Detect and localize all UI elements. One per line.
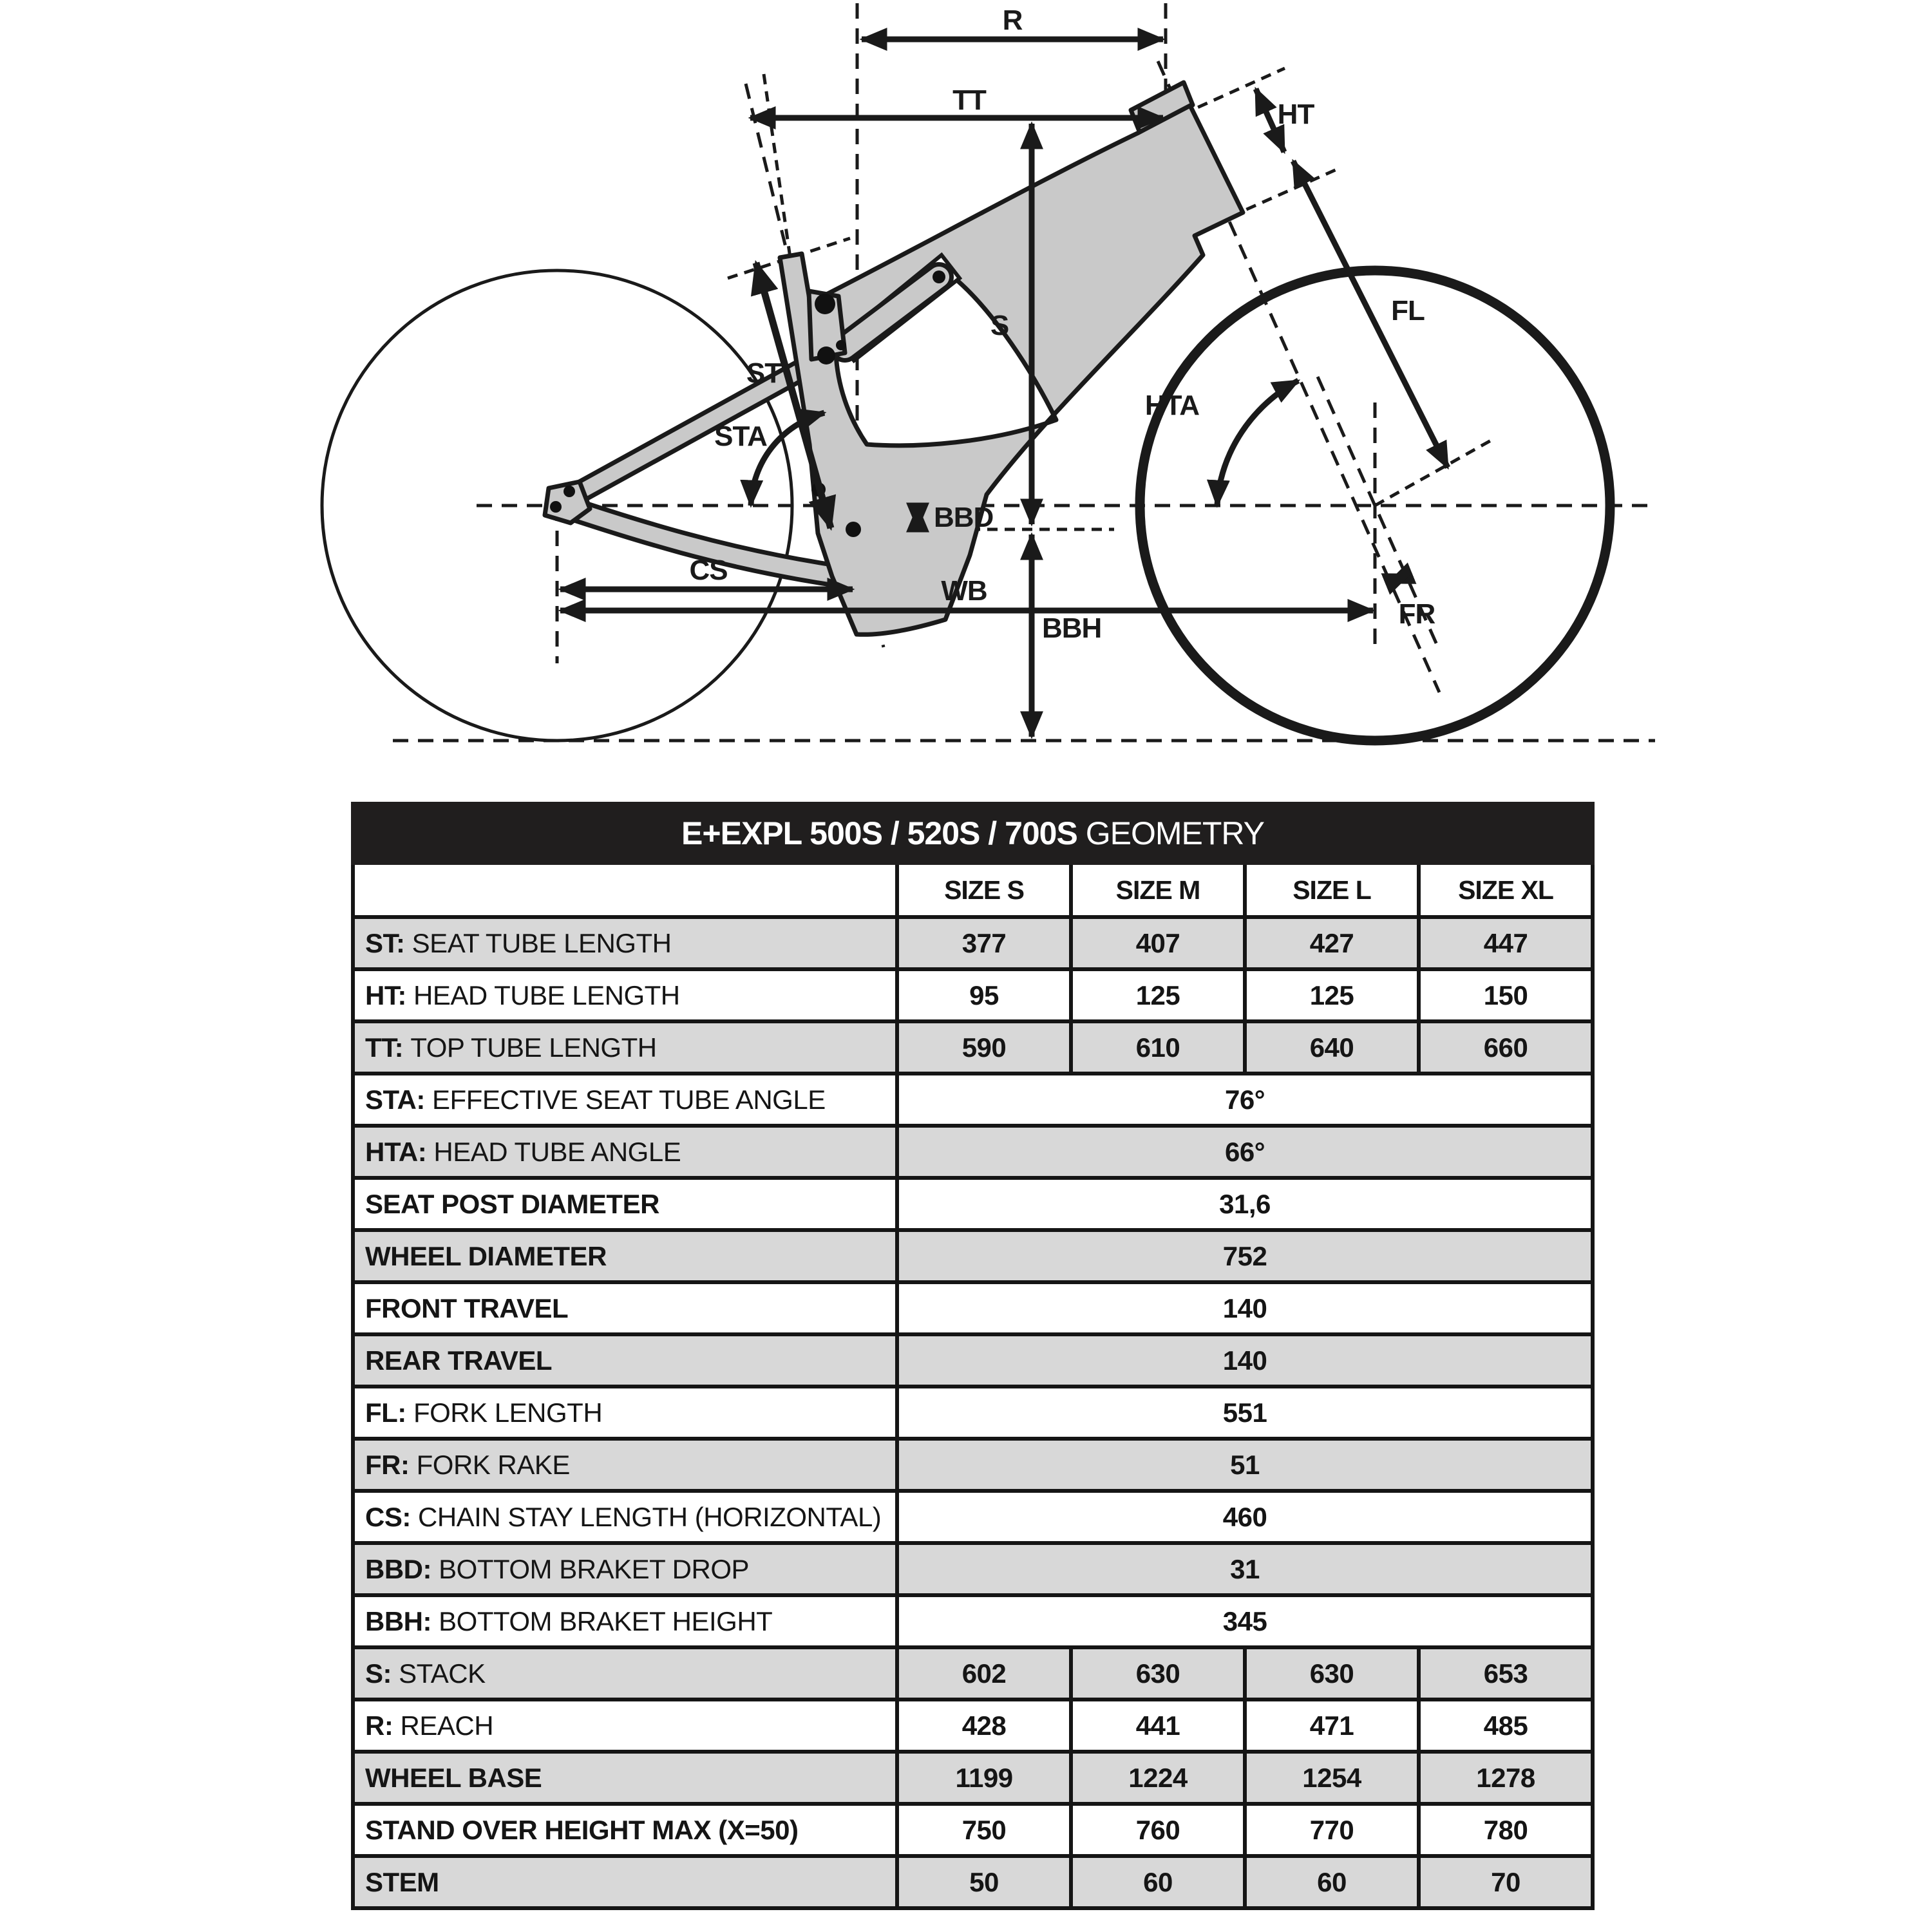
header-size-l: SIZE L bbox=[1245, 863, 1419, 917]
label-ST: ST bbox=[746, 357, 782, 389]
bike-geometry-diagram bbox=[0, 0, 1932, 799]
header-empty bbox=[353, 863, 897, 917]
row-label: CS: CHAIN STAY LENGTH (HORIZONTAL) bbox=[353, 1491, 897, 1543]
row-value-m: 407 bbox=[1071, 917, 1245, 969]
row-value-span: 66° bbox=[897, 1126, 1593, 1178]
table-row-bbh bbox=[353, 1595, 1593, 1647]
row-value-span: 31,6 bbox=[897, 1178, 1593, 1230]
label-S: S bbox=[990, 310, 1009, 341]
row-label: WHEEL DIAMETER bbox=[353, 1230, 897, 1282]
table-row-hta bbox=[353, 1126, 1593, 1178]
header-size-xl: SIZE XL bbox=[1419, 863, 1593, 917]
row-value-m: 60 bbox=[1071, 1856, 1245, 1908]
row-label: FR: FORK RAKE bbox=[353, 1439, 897, 1491]
header-size-s: SIZE S bbox=[897, 863, 1071, 917]
row-value-xl: 660 bbox=[1419, 1021, 1593, 1074]
row-label: STA: EFFECTIVE SEAT TUBE ANGLE bbox=[353, 1074, 897, 1126]
row-label: S: STACK bbox=[353, 1647, 897, 1700]
row-label: TT: TOP TUBE LENGTH bbox=[353, 1021, 897, 1074]
row-label: FL: FORK LENGTH bbox=[353, 1387, 897, 1439]
row-value-span: 752 bbox=[897, 1230, 1593, 1282]
row-label: ST: SEAT TUBE LENGTH bbox=[353, 917, 897, 969]
pivot-shock-lower bbox=[836, 340, 846, 350]
row-label: BBH: BOTTOM BRAKET HEIGHT bbox=[353, 1595, 897, 1647]
row-value-s: 377 bbox=[897, 917, 1071, 969]
row-value-span: 51 bbox=[897, 1439, 1593, 1491]
row-value-s: 602 bbox=[897, 1647, 1071, 1700]
row-value-span: 345 bbox=[897, 1595, 1593, 1647]
label-BBH: BBH bbox=[1042, 612, 1102, 644]
construction-lines bbox=[393, 3, 1655, 741]
row-value-l: 1254 bbox=[1245, 1752, 1419, 1804]
row-value-xl: 780 bbox=[1419, 1804, 1593, 1856]
table-title-models: E+EXPL 500S / 520S / 700S bbox=[681, 815, 1077, 851]
row-value-s: 428 bbox=[897, 1700, 1071, 1752]
dimension-arrows bbox=[560, 39, 1448, 737]
table-row-ht bbox=[353, 969, 1593, 1021]
table-row-s bbox=[353, 1647, 1593, 1700]
front-triangle bbox=[780, 106, 1243, 634]
pivot-seatstay bbox=[564, 486, 575, 497]
frame bbox=[545, 82, 1243, 634]
label-WB: WB bbox=[941, 575, 987, 607]
row-value-l: 427 bbox=[1245, 917, 1419, 969]
row-value-xl: 485 bbox=[1419, 1700, 1593, 1752]
table-header-row bbox=[353, 863, 1593, 917]
geometry-table-wrap bbox=[351, 802, 1591, 1910]
row-label: REAR TRAVEL bbox=[353, 1334, 897, 1387]
table-row-fr bbox=[353, 1439, 1593, 1491]
dim-fork-rake bbox=[1388, 574, 1409, 583]
table-title-word: GEOMETRY bbox=[1085, 815, 1264, 851]
row-value-m: 760 bbox=[1071, 1804, 1245, 1856]
label-BBD: BBD bbox=[934, 502, 994, 533]
pivot-dropout bbox=[550, 501, 562, 513]
row-value-l: 630 bbox=[1245, 1647, 1419, 1700]
table-row-bbd bbox=[353, 1543, 1593, 1595]
row-value-l: 125 bbox=[1245, 969, 1419, 1021]
row-label: BBD: BOTTOM BRAKET DROP bbox=[353, 1543, 897, 1595]
row-value-m: 610 bbox=[1071, 1021, 1245, 1074]
pivot-rocker-top bbox=[815, 294, 835, 314]
dim-head-tube-angle-arc bbox=[1217, 381, 1298, 506]
row-value-l: 60 bbox=[1245, 1856, 1419, 1908]
table-row-rear-travel bbox=[353, 1334, 1593, 1387]
table-row-stem bbox=[353, 1856, 1593, 1908]
geometry-table bbox=[351, 802, 1595, 1910]
row-value-span: 140 bbox=[897, 1334, 1593, 1387]
seat-stay bbox=[569, 358, 823, 498]
row-value-s: 50 bbox=[897, 1856, 1071, 1908]
row-value-m: 441 bbox=[1071, 1700, 1245, 1752]
label-FR: FR bbox=[1398, 598, 1435, 630]
row-value-l: 770 bbox=[1245, 1804, 1419, 1856]
row-label: STEM bbox=[353, 1856, 897, 1908]
row-value-xl: 1278 bbox=[1419, 1752, 1593, 1804]
table-row-r bbox=[353, 1700, 1593, 1752]
table-row-wheel-diameter bbox=[353, 1230, 1593, 1282]
table-row-front-travel bbox=[353, 1282, 1593, 1334]
table-row-seat-post-diameter bbox=[353, 1178, 1593, 1230]
table-row-st bbox=[353, 917, 1593, 969]
label-TT: TT bbox=[952, 84, 986, 116]
pivot-rocker-bottom bbox=[817, 346, 835, 365]
row-value-span: 140 bbox=[897, 1282, 1593, 1334]
row-value-span: 460 bbox=[897, 1491, 1593, 1543]
table-title-row bbox=[353, 804, 1593, 863]
table-row-cs bbox=[353, 1491, 1593, 1543]
row-value-span: 31 bbox=[897, 1543, 1593, 1595]
row-label: SEAT POST DIAMETER bbox=[353, 1178, 897, 1230]
row-value-s: 590 bbox=[897, 1021, 1071, 1074]
row-value-s: 95 bbox=[897, 969, 1071, 1021]
label-HT: HT bbox=[1277, 99, 1314, 130]
row-value-m: 1224 bbox=[1071, 1752, 1245, 1804]
table-row-fl bbox=[353, 1387, 1593, 1439]
table-row-sta bbox=[353, 1074, 1593, 1126]
row-label: WHEEL BASE bbox=[353, 1752, 897, 1804]
row-value-m: 630 bbox=[1071, 1647, 1245, 1700]
row-label: STAND OVER HEIGHT MAX (X=50) bbox=[353, 1804, 897, 1856]
pivot-shock-upper bbox=[933, 270, 945, 283]
row-value-m: 125 bbox=[1071, 969, 1245, 1021]
row-label: HT: HEAD TUBE LENGTH bbox=[353, 969, 897, 1021]
table-row-tt bbox=[353, 1021, 1593, 1074]
row-label: HTA: HEAD TUBE ANGLE bbox=[353, 1126, 897, 1178]
row-label: FRONT TRAVEL bbox=[353, 1282, 897, 1334]
dim-fork-length bbox=[1293, 161, 1448, 468]
row-value-xl: 150 bbox=[1419, 969, 1593, 1021]
row-label: R: REACH bbox=[353, 1700, 897, 1752]
label-STA: STA bbox=[714, 421, 767, 452]
bottom-bracket bbox=[846, 522, 861, 537]
header-size-m: SIZE M bbox=[1071, 863, 1245, 917]
row-value-l: 471 bbox=[1245, 1700, 1419, 1752]
label-HTA: HTA bbox=[1144, 390, 1200, 421]
row-value-s: 750 bbox=[897, 1804, 1071, 1856]
row-value-l: 640 bbox=[1245, 1021, 1419, 1074]
row-value-span: 551 bbox=[897, 1387, 1593, 1439]
row-value-s: 1199 bbox=[897, 1752, 1071, 1804]
table-title bbox=[353, 804, 1593, 863]
row-value-span: 76° bbox=[897, 1074, 1593, 1126]
table-row-wheel-base bbox=[353, 1752, 1593, 1804]
label-CS: CS bbox=[689, 554, 728, 586]
table-row-stand-over-height-max-x-50- bbox=[353, 1804, 1593, 1856]
row-value-xl: 447 bbox=[1419, 917, 1593, 969]
row-value-xl: 653 bbox=[1419, 1647, 1593, 1700]
label-FL: FL bbox=[1391, 295, 1425, 327]
label-R: R bbox=[1002, 5, 1023, 36]
row-value-xl: 70 bbox=[1419, 1856, 1593, 1908]
